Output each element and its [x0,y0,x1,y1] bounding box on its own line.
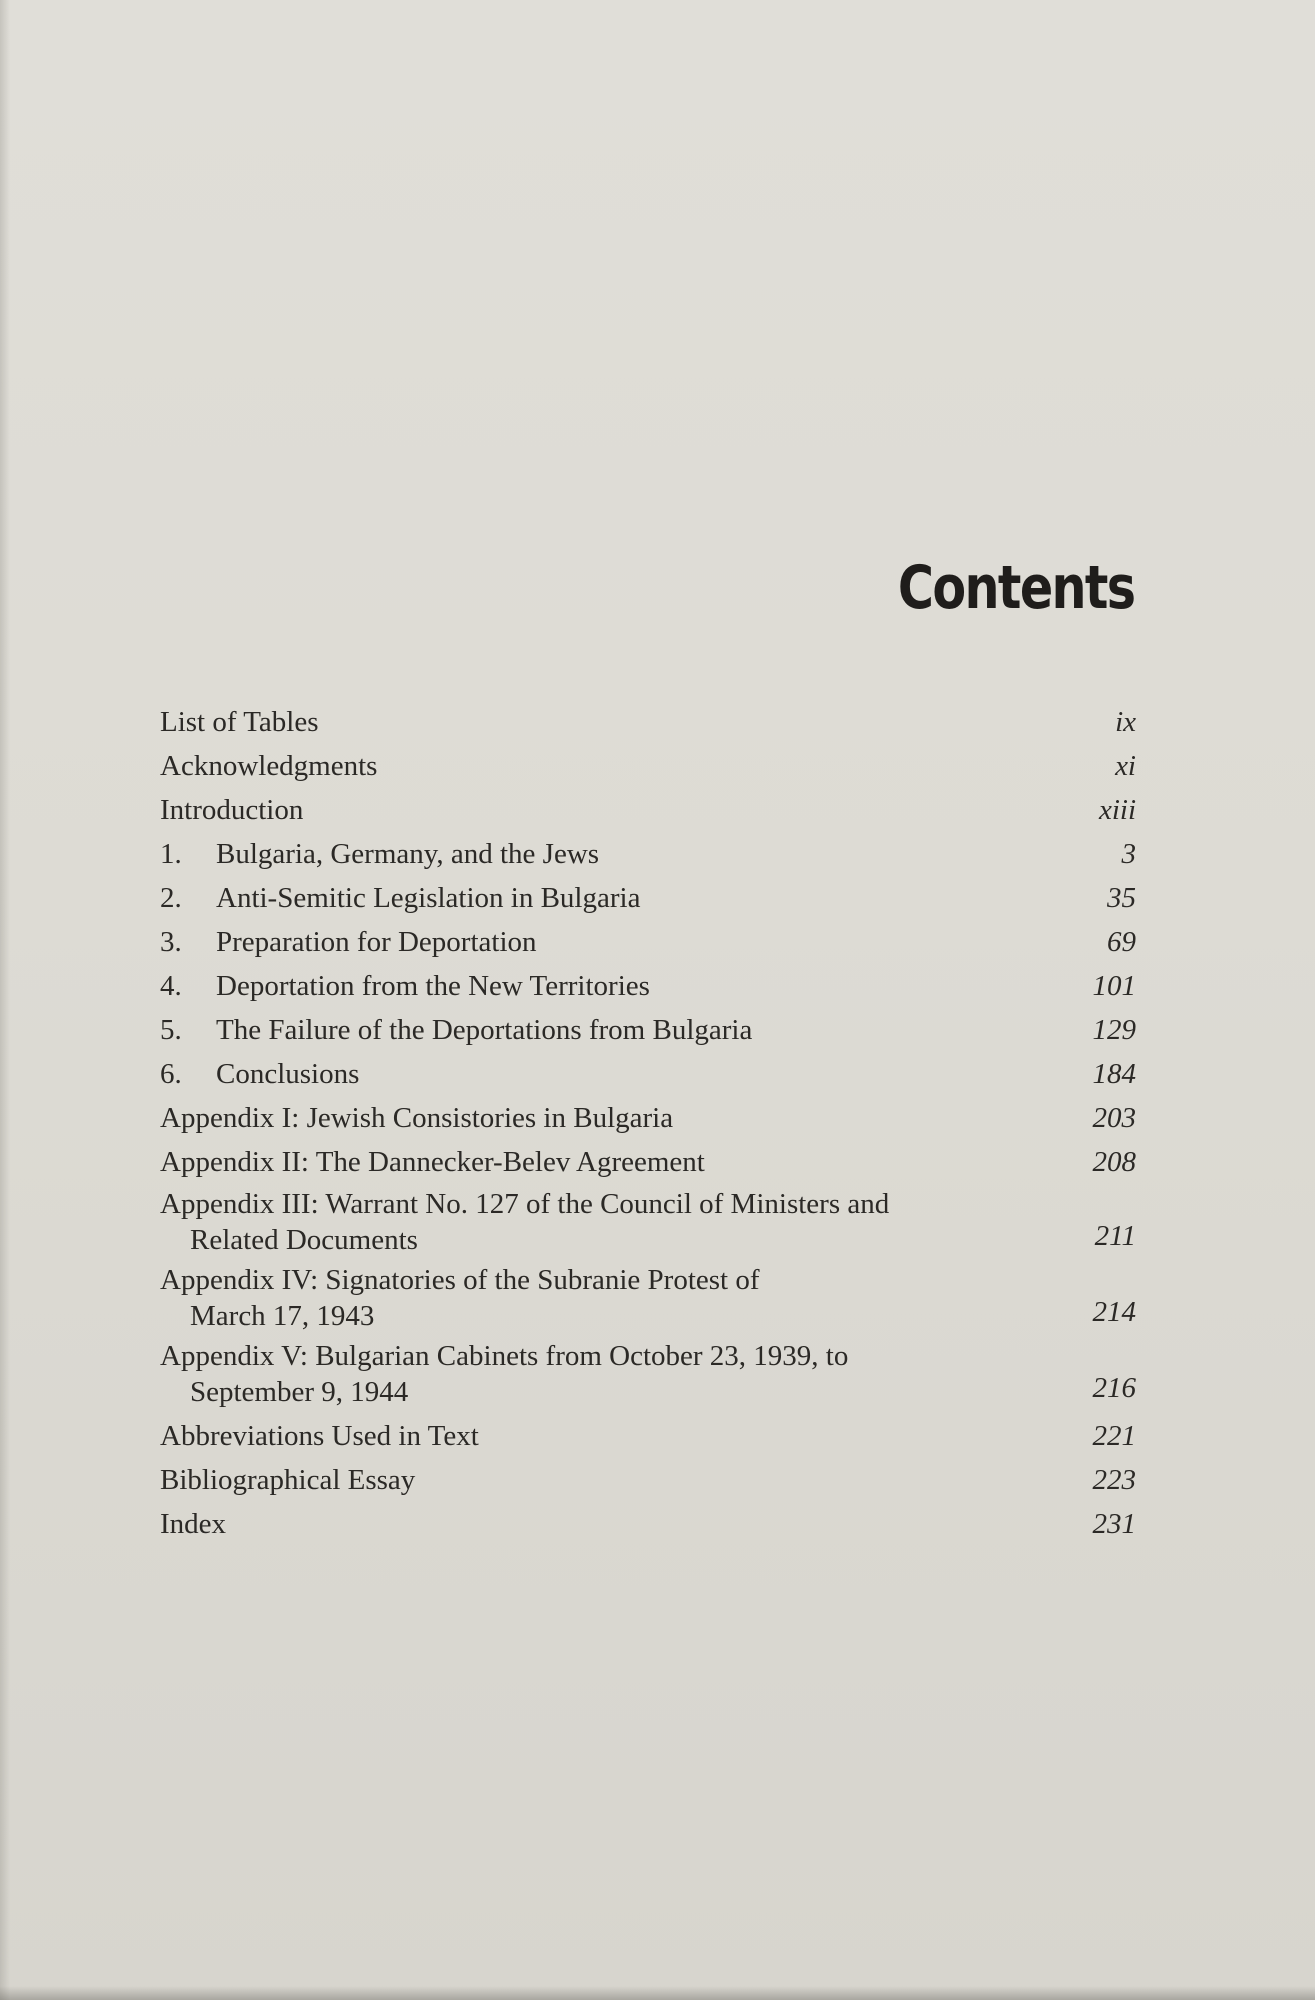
toc-entry-page: xiii [1098,794,1136,826]
toc-entry-page: 216 [1092,1372,1136,1404]
toc-entry-label: Introduction [160,794,304,826]
toc-entry-label: Conclusions [216,1058,360,1090]
toc-entry-appendix-1 [160,1096,1136,1140]
toc-entry-label: Acknowledgments [160,750,378,782]
toc-entry-label-continued: March 17, 1943 [190,1300,375,1332]
chapter-number: 2. [160,882,182,914]
toc-entry-acknowledgments [160,744,1136,788]
toc-entry-page: 208 [1092,1146,1136,1178]
toc-entry-label: Deportation from the New Territories [216,970,650,1002]
toc-entry-appendix-5 [160,1338,1136,1410]
chapter-number: 4. [160,970,182,1002]
toc-entry-page: 101 [1092,970,1136,1002]
toc-entry-chapter-4 [160,964,1136,1008]
toc-entry-page: xi [1115,750,1136,782]
toc-entry-label: Appendix II: The Dannecker-Belev Agreement [160,1146,705,1178]
toc-entry-label: Preparation for Deportation [216,926,537,958]
toc-entry-chapter-5 [160,1008,1136,1052]
toc-entry-index [160,1502,1136,1546]
toc-entry-appendix-3 [160,1186,1136,1258]
page-shadow-bottom [0,1986,1315,2000]
toc-entry-page: 231 [1092,1508,1136,1540]
toc-entry-label: Appendix III: Warrant No. 127 of the Council of Ministers and [160,1188,890,1220]
toc-entry-chapter-2 [160,876,1136,920]
toc-entry-page: 211 [1094,1220,1136,1252]
toc-entry-label: Anti-Semitic Legislation in Bulgaria [216,882,641,914]
toc-entry-label: Index [160,1508,227,1540]
toc-entry-chapter-3 [160,920,1136,964]
toc-entry-page: 203 [1092,1102,1136,1134]
toc-entry-label: Abbreviations Used in Text [160,1420,479,1452]
toc-entry-label: Appendix I: Jewish Consistories in Bulgaria [160,1102,674,1134]
toc-entry-page: 69 [1107,926,1136,958]
toc-entry-page: 221 [1092,1420,1136,1452]
chapter-number: 6. [160,1058,182,1090]
toc-entry-label: Bulgaria, Germany, and the Jews [216,838,600,870]
toc-entry-label-continued: September 9, 1944 [190,1376,409,1408]
toc-entry-page: 214 [1092,1296,1136,1328]
toc-entry-label-continued: Related Documents [190,1224,418,1256]
toc-entry-label: Appendix V: Bulgarian Cabinets from October 23, 1939, to [160,1340,849,1372]
toc-entry-label: Appendix IV: Signatories of the Subranie Protest of [160,1264,760,1296]
toc-entry-label: Bibliographical Essay [160,1464,416,1496]
table-of-contents [160,700,1136,1546]
toc-entry-appendix-4 [160,1262,1136,1334]
toc-entry-page: 129 [1092,1014,1136,1046]
page-title: Contents [897,553,1134,623]
chapter-number: 5. [160,1014,182,1046]
toc-entry-introduction [160,788,1136,832]
toc-entry-list-of-tables [160,700,1136,744]
toc-entry-page: 184 [1092,1058,1136,1090]
page-shadow-left [0,0,10,2000]
toc-entry-abbreviations [160,1414,1136,1458]
toc-entry-label: List of Tables [160,706,319,738]
toc-entry-bibliographical-essay [160,1458,1136,1502]
toc-entry-page: 223 [1092,1464,1136,1496]
chapter-number: 3. [160,926,182,958]
toc-entry-page: 35 [1107,882,1136,914]
toc-entry-page: ix [1115,706,1136,738]
toc-entry-chapter-6 [160,1052,1136,1096]
chapter-number: 1. [160,838,182,870]
toc-entry-appendix-2 [160,1140,1136,1184]
toc-entry-label: The Failure of the Deportations from Bulgaria [216,1014,753,1046]
toc-entry-page: 3 [1121,838,1136,870]
toc-entry-chapter-1 [160,832,1136,876]
